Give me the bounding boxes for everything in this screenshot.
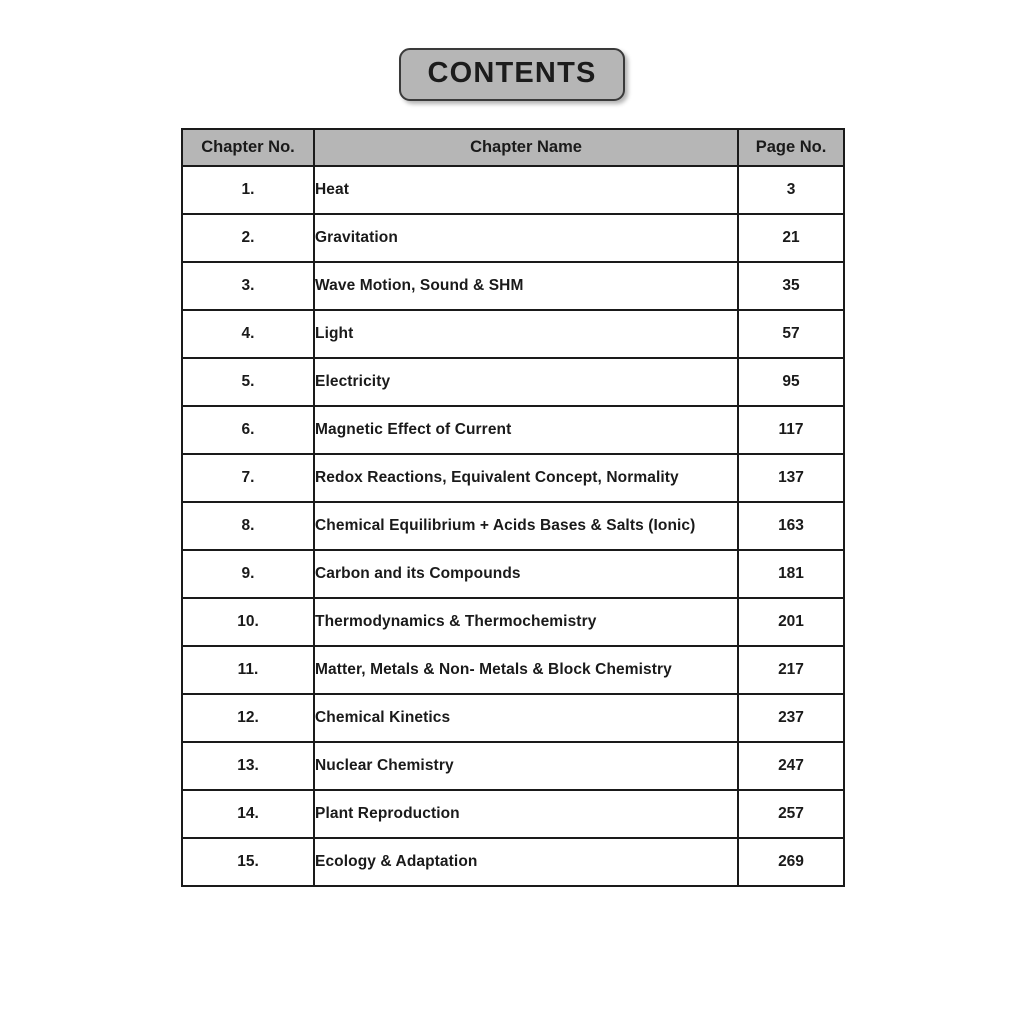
table-row: [182, 358, 844, 406]
table-row: [182, 790, 844, 838]
cell-chapter-name: Redox Reactions, Equivalent Concept, Normality: [314, 454, 738, 502]
table-row: [182, 694, 844, 742]
cell-chapter-no: 6.: [182, 406, 314, 454]
cell-chapter-no: 13.: [182, 742, 314, 790]
table-row: [182, 598, 844, 646]
cell-chapter-name: Electricity: [314, 358, 738, 406]
cell-page-no: 201: [738, 598, 844, 646]
table-row: [182, 502, 844, 550]
table-row: [182, 214, 844, 262]
cell-chapter-name: Thermodynamics & Thermochemistry: [314, 598, 738, 646]
cell-chapter-name: Chemical Kinetics: [314, 694, 738, 742]
table-row: [182, 262, 844, 310]
cell-page-no: 137: [738, 454, 844, 502]
cell-chapter-name: Magnetic Effect of Current: [314, 406, 738, 454]
cell-chapter-no: 5.: [182, 358, 314, 406]
cell-page-no: 21: [738, 214, 844, 262]
table-body: [182, 166, 844, 886]
contents-title-container: [0, 48, 1024, 101]
table-of-contents-container: [181, 128, 843, 887]
cell-page-no: 237: [738, 694, 844, 742]
column-header-chapter-name: Chapter Name: [314, 129, 738, 166]
cell-chapter-no: 9.: [182, 550, 314, 598]
cell-page-no: 247: [738, 742, 844, 790]
cell-chapter-name: Ecology & Adaptation: [314, 838, 738, 886]
cell-chapter-name: Heat: [314, 166, 738, 214]
cell-chapter-no: 8.: [182, 502, 314, 550]
table-of-contents: [181, 128, 845, 887]
cell-page-no: 269: [738, 838, 844, 886]
table-row: [182, 742, 844, 790]
cell-chapter-no: 12.: [182, 694, 314, 742]
page-title: CONTENTS: [427, 57, 597, 89]
table-row: [182, 838, 844, 886]
table-row: [182, 166, 844, 214]
table-row: [182, 646, 844, 694]
cell-chapter-name: Chemical Equilibrium + Acids Bases & Salts (Ionic): [314, 502, 738, 550]
cell-chapter-name: Plant Reproduction: [314, 790, 738, 838]
cell-chapter-name: Gravitation: [314, 214, 738, 262]
cell-chapter-name: Light: [314, 310, 738, 358]
cell-page-no: 57: [738, 310, 844, 358]
cell-chapter-no: 2.: [182, 214, 314, 262]
cell-chapter-no: 3.: [182, 262, 314, 310]
table-header: [182, 129, 844, 166]
cell-chapter-no: 15.: [182, 838, 314, 886]
cell-chapter-no: 14.: [182, 790, 314, 838]
cell-chapter-no: 7.: [182, 454, 314, 502]
cell-page-no: 257: [738, 790, 844, 838]
cell-chapter-no: 1.: [182, 166, 314, 214]
table-row: [182, 550, 844, 598]
column-header-chapter-no: Chapter No.: [182, 129, 314, 166]
table-row: [182, 454, 844, 502]
table-row: [182, 310, 844, 358]
cell-chapter-no: 10.: [182, 598, 314, 646]
table-row: [182, 406, 844, 454]
contents-title-badge: [399, 48, 624, 101]
cell-chapter-no: 11.: [182, 646, 314, 694]
cell-page-no: 217: [738, 646, 844, 694]
cell-chapter-name: Wave Motion, Sound & SHM: [314, 262, 738, 310]
cell-chapter-no: 4.: [182, 310, 314, 358]
cell-page-no: 3: [738, 166, 844, 214]
cell-chapter-name: Nuclear Chemistry: [314, 742, 738, 790]
cell-page-no: 163: [738, 502, 844, 550]
cell-page-no: 181: [738, 550, 844, 598]
cell-page-no: 35: [738, 262, 844, 310]
table-header-row: [182, 129, 844, 166]
cell-page-no: 95: [738, 358, 844, 406]
column-header-page-no: Page No.: [738, 129, 844, 166]
cell-chapter-name: Matter, Metals & Non- Metals & Block Chemistry: [314, 646, 738, 694]
cell-chapter-name: Carbon and its Compounds: [314, 550, 738, 598]
cell-page-no: 117: [738, 406, 844, 454]
